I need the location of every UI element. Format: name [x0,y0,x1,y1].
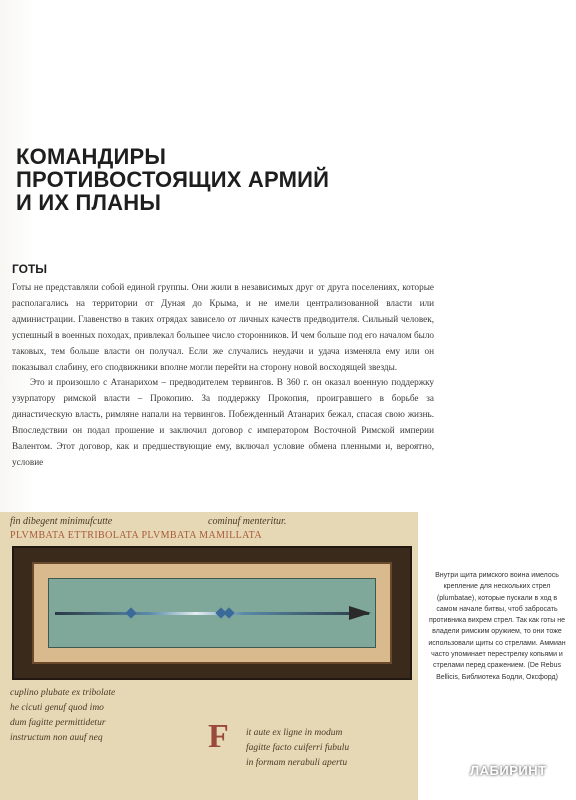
manuscript-text-right [246,726,349,771]
arrowhead-icon [349,606,371,620]
manuscript-illustration [0,512,418,800]
arrow-fletching-1 [125,607,136,618]
manuscript-text-line: instructum non auuf neq [10,733,103,743]
arrow-shaft [55,612,369,615]
shield-frame [12,546,412,680]
shield-inner-border [32,562,392,664]
manuscript-line-1b: cominuf menteritur. [208,516,287,527]
chapter-title-line-1: КОМАНДИРЫ [16,144,167,169]
manuscript-text-line: fagitte facto cuiferri fubulu [246,743,350,753]
manuscript-text-line: it aute ex ligne in modum [246,728,343,738]
manuscript-text-line: dum fagitte permittidetur [10,718,106,728]
manuscript-dropcap: F [208,718,229,755]
body-text [12,280,434,471]
shield-field [48,578,376,648]
watermark-logo: ЛАБИРИНТ [470,763,547,778]
manuscript-text-line: in formam nerabuli apertu [246,758,348,768]
paragraph-1: Готы не представляли собой единой группы. Они жили в независимых друг от друга поселениях, которые располагались на территории от Дуная до Крыма, и не имели централизованной власти или администрации. Главенство в таких отрядах зависело от личных качеств предводителя. Сильный человек, успешный в военных походах, привлекал большее число сторонников. И чем больше под его началом было таковых, тем больше власти он получал. Если же случались неудачи и удача изменяла ему или он показывал слабину, его сподвижники вполне могли перейти на сторону новой восходящей звезды. [12,282,434,372]
manuscript-text-line: cuplino plubate ex tribolate [10,688,116,698]
arrow-fletching-3 [223,607,234,618]
manuscript-text-left [10,686,115,746]
paragraph-2: Это и произошло с Атанарихом – предводителем тервингов. В 360 г. он оказал военную поддержку узурпатору римской власти – Прокопию. За поддержку Прокопия, проигравшего в борьбе за династическую власть, римляне напали на тервингов. Побежденный Атанарих бежал, спасая свою жизнь. Впоследствии он подал прошение и заключил договор с императором Восточной Римской империи Валентом. Этот договор, как и предшествующие ему, включал условие обмена пленными и, вероятно, условие [12,377,434,467]
figure-caption: Внутри щита римского воина имелось крепление для нескольких стрел (plumbatae), которые пускали в ход в самом начале битвы, чтоб забросать противника вихрем стрел. Так как готы не владели римским оружием, то они тоже использовали щиты со стрелами. Аммиан часто упоминает перестрелку копьями и стрелами перед сражением. (De Rebus Bellicis, Библиотека Бодли, Оксфорд) [428,572,566,681]
section-heading: ГОТЫ [12,262,48,276]
chapter-title [16,145,436,214]
chapter-title-line-2: ПРОТИВОСТОЯЩИХ АРМИЙ [16,167,330,192]
manuscript-rubric: PLVMBATA ETTRIBOLATA PLVMBATA MAMILLATA [10,530,262,541]
chapter-title-line-3: И ИХ ПЛАНЫ [16,190,162,215]
manuscript-text-line: he cicuti genuf quod imo [10,703,104,713]
manuscript-line-1a: fin dibegent minimufcutte [10,516,113,527]
